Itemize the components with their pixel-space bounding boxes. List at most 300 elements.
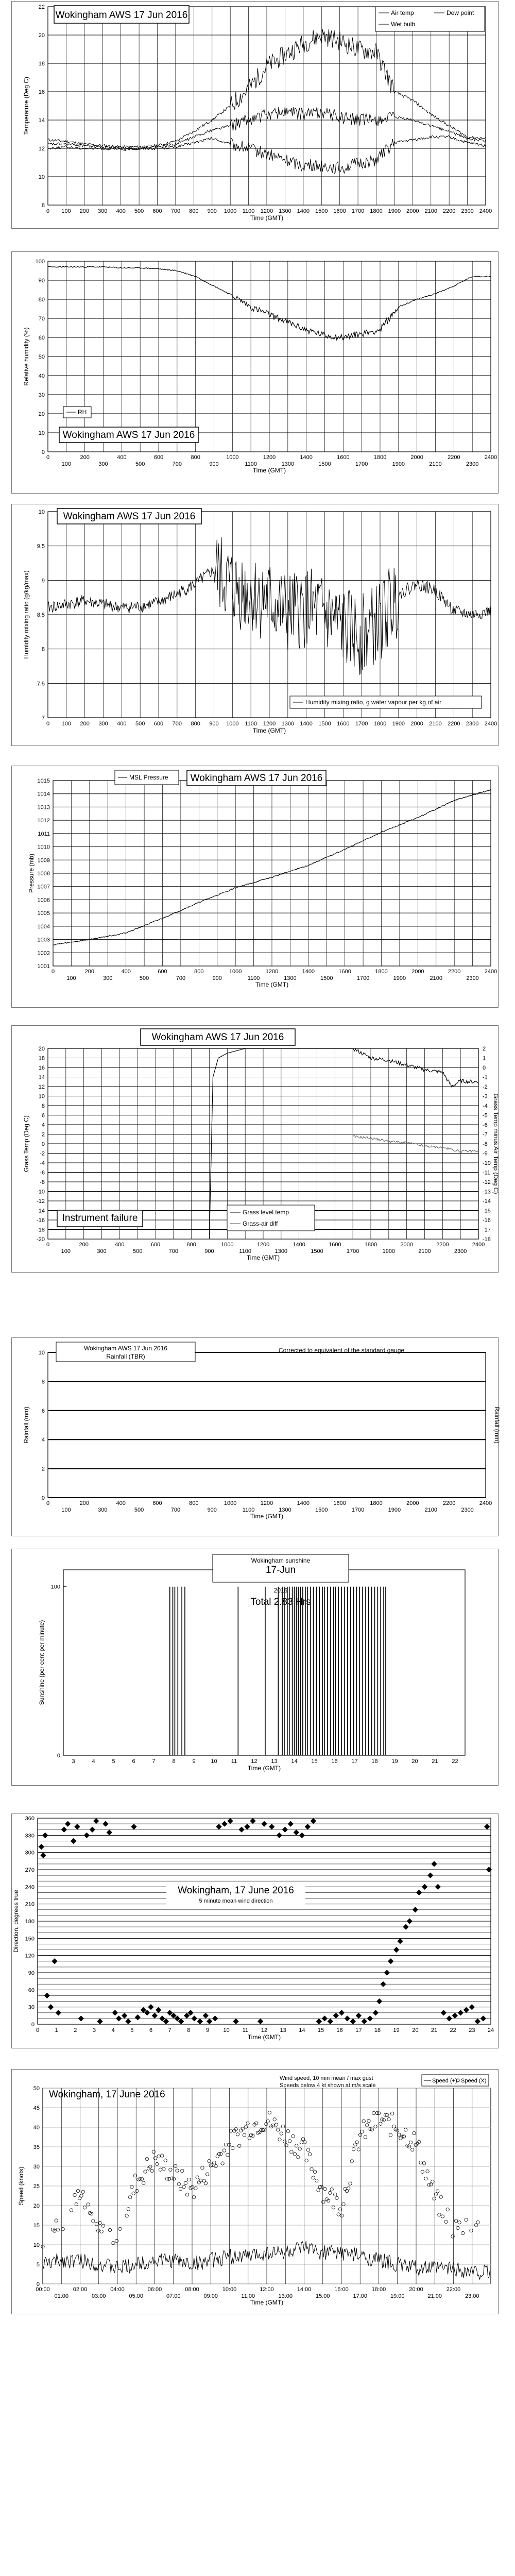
chart-title: Wokingham AWS 17 Jun 2016 [55,10,188,21]
x-tick-label: 0 [46,1500,50,1506]
legend-mixing-ratio: Humidity mixing ratio, g water vapour per kg of air [305,699,442,706]
wind-direction-chart-panel [11,1814,499,2048]
chart-subtitle: Wind speed, 10 min mean / max gust [280,2075,373,2081]
y-tick-label: 0 [36,2281,40,2287]
x-tick-label: 2100 [429,461,442,467]
x-tick-label: 02:00 [73,2286,88,2293]
x-tick-label: 1500 [318,461,331,467]
grass-temp-chart [12,1026,499,1273]
x-axis-label: Time (GMT) [255,981,289,988]
humidity-chart [12,252,499,494]
y-tick-label: 330 [25,1833,35,1839]
y-tick-label: 360 [25,1816,35,1822]
x-tick-label: 1900 [393,975,406,981]
y-axis-label: Rainfall (mm) [23,1406,30,1444]
y-right-tick-label: -3 [483,1093,488,1100]
x-tick-label: 800 [189,1500,199,1506]
y-tick-label: 8 [41,202,45,209]
y-tick-label: 20 [38,32,45,39]
x-axis-label: Time (GMT) [246,1254,280,1261]
x-tick-label: 600 [152,208,162,214]
legend-msl-pressure: MSL Pressure [129,774,168,781]
y-tick-label: -12 [37,1198,45,1205]
wind-speed-chart [12,2070,499,2315]
x-tick-label: 17 [351,1758,358,1765]
x-tick-label: 22:00 [446,2286,461,2293]
x-tick-label: 1400 [302,969,315,975]
y-tick-label: 20 [38,1046,45,1052]
x-tick-label: 4 [111,2027,115,2033]
x-tick-label: 21:00 [427,2293,442,2299]
y-tick-label: 15 [33,2223,40,2229]
x-tick-label: 300 [103,975,113,981]
x-tick-label: 0 [46,454,50,461]
y-tick-label: 20 [38,411,45,417]
x-tick-label: 1000 [229,969,242,975]
x-tick-label: 1800 [375,969,388,975]
y-right-tick-label: -15 [483,1208,491,1214]
x-tick-label: 400 [117,721,127,727]
x-tick-label: 200 [79,1242,89,1248]
rainfall-chart [12,1338,499,1537]
x-tick-label: 11:00 [241,2293,255,2299]
y-axis-label: Grass Temp (Deg C) [23,1115,30,1172]
y-tick-label: 60 [28,1987,35,1994]
x-tick-label: 1500 [318,721,331,727]
x-tick-label: 0 [46,208,50,214]
x-tick-label: 1200 [263,454,276,461]
y-tick-label: 20 [33,2203,40,2209]
y-tick-label: 1003 [37,937,50,943]
y-tick-label: 270 [25,1867,35,1873]
y-tick-label: -20 [37,1236,45,1243]
x-tick-label: 900 [209,721,219,727]
x-tick-label: 2400 [472,1242,485,1248]
y-tick-label: 1015 [37,778,50,784]
y-right-tick-label: -8 [483,1141,488,1147]
x-tick-label: 1800 [370,208,383,214]
x-tick-label: 1300 [281,721,295,727]
x-tick-label: 14 [291,1758,298,1765]
y-tick-label: 6 [41,1112,45,1119]
x-tick-label: 2 [74,2027,77,2033]
y-tick-label: 240 [25,1884,35,1891]
x-tick-label: 2400 [479,208,492,214]
x-tick-label: 1300 [274,1248,288,1255]
x-tick-label: 1700 [346,1248,359,1255]
x-tick-label: 400 [117,454,127,461]
x-tick-label: 1400 [293,1242,305,1248]
x-tick-label: 100 [61,1248,71,1255]
y-tick-label: 50 [33,2086,40,2092]
x-tick-label: 12:00 [260,2286,274,2293]
y-tick-label: 210 [25,1901,35,1908]
x-tick-label: 2400 [484,969,497,975]
chart-title: Wokingham, 17 June 2016 [49,2089,165,2100]
x-tick-label: 1800 [364,1242,377,1248]
x-tick-label: 2000 [410,454,423,461]
x-tick-label: 9 [192,1758,196,1765]
x-tick-label: 1400 [297,1500,310,1506]
y-tick-label: -2 [40,1150,45,1157]
x-tick-label: 700 [170,1507,181,1513]
x-tick-label: 6 [132,1758,135,1765]
y-tick-label: 1010 [37,844,50,851]
y-tick-label: 1013 [37,804,50,811]
x-tick-label: 03:00 [91,2293,106,2299]
y-tick-label: 1005 [37,910,50,917]
x-tick-label: 23:00 [465,2293,479,2299]
x-tick-label: 300 [98,461,108,467]
x-tick-label: 100 [61,461,72,467]
legend-speed-plus: Speed (+) [432,2078,457,2084]
y-tick-label: 14 [38,1074,45,1081]
x-tick-label: 700 [168,1248,179,1255]
y-tick-label: 300 [25,1850,35,1856]
x-tick-label: 400 [116,1500,126,1506]
y-tick-label: 1007 [37,884,50,890]
legend-dew-point: Dew point [447,9,474,16]
x-tick-label: 18:00 [371,2286,386,2293]
x-tick-label: 1700 [355,721,368,727]
x-tick-label: 1600 [329,1242,341,1248]
y-right-tick-label: -2 [483,1084,488,1090]
y-tick-label: 0 [41,1141,45,1147]
y-axis-label: Temperature (Deg C) [23,77,30,135]
x-tick-label: 19:00 [390,2293,405,2299]
y-tick-label: 45 [33,2105,40,2111]
y-right-tick-label: -5 [483,1112,488,1119]
y-tick-label: -10 [37,1189,45,1195]
x-tick-label: 500 [134,208,144,214]
y-tick-label: 30 [33,2164,40,2170]
x-tick-label: 1900 [392,461,405,467]
y-tick-label: 50 [38,354,45,360]
x-tick-label: 800 [191,721,200,727]
x-tick-label: 1100 [245,721,257,727]
y-axis-label: Direction, degrees true [12,1890,20,1953]
x-tick-label: 3 [72,1758,75,1765]
x-tick-label: 1200 [260,1500,273,1506]
x-tick-label: 0 [46,721,50,727]
x-tick-label: 1900 [388,208,401,214]
y-tick-label: 90 [28,1970,35,1976]
x-tick-label: 2200 [448,969,461,975]
x-tick-label: 1000 [224,1500,237,1506]
y-tick-label: 4 [41,1122,45,1128]
x-tick-label: 400 [121,969,131,975]
x-tick-label: 1400 [297,208,310,214]
y-tick-label: 1011 [38,831,50,837]
y-tick-label: 2 [41,1466,45,1472]
x-axis-label: Time (GMT) [250,214,284,222]
y-tick-label: 10 [33,2242,40,2248]
chart-title: Wokingham AWS 17 Jun 2016 [63,511,196,522]
x-tick-label: 1700 [355,461,368,467]
x-tick-label: 1500 [315,1507,328,1513]
x-tick-label: 19 [393,2027,400,2033]
y-tick-label: 1006 [37,897,50,904]
x-tick-label: 2300 [461,1507,474,1513]
x-tick-label: 8 [187,2027,191,2033]
x-tick-label: 300 [98,208,108,214]
y-tick-label: 5 [36,2262,40,2268]
pressure-chart-panel [11,766,499,1008]
x-tick-label: 600 [153,454,164,461]
x-tick-label: 300 [98,721,108,727]
grass-temp-chart-panel [11,1025,499,1273]
y-tick-label: 80 [38,297,45,303]
chart-year: 2016 [273,1587,288,1594]
y-tick-label: 18 [38,61,45,67]
y-tick-label: 1014 [37,791,50,798]
x-tick-label: 800 [186,1242,196,1248]
x-tick-label: 2300 [454,1248,467,1255]
sunshine-total: Total 2.83 Hrs [250,1597,311,1607]
x-tick-label: 10 [211,1758,217,1765]
x-tick-label: 2000 [406,208,419,214]
y-tick-label: 40 [38,373,45,379]
x-tick-label: 2000 [406,1500,419,1506]
x-tick-label: 1400 [300,721,313,727]
x-tick-label: 01:00 [54,2293,69,2299]
y-tick-label: 22 [38,4,45,10]
y-right-tick-label: -6 [483,1122,488,1128]
y-tick-label: 10 [38,430,45,436]
y-tick-label: 1012 [37,818,50,824]
legend-wet-bulb: Wet bulb [391,21,416,28]
legend-speed-x: Speed (X) [461,2078,487,2084]
x-tick-label: 06:00 [147,2286,162,2293]
x-tick-label: 09:00 [203,2293,218,2299]
y-tick-label: 6 [41,1408,45,1414]
chart-date: 17-Jun [265,1565,296,1575]
y-tick-label: 1001 [37,963,50,970]
x-tick-label: 500 [135,721,145,727]
y-tick-label: 35 [33,2144,40,2150]
y-tick-label: 150 [25,1936,35,1942]
x-tick-label: 2100 [424,208,437,214]
plot-area [48,1352,486,1498]
x-tick-label: 4 [92,1758,95,1765]
x-tick-label: 1100 [242,1507,255,1513]
x-tick-label: 1900 [382,1248,396,1255]
y-tick-label: 8 [41,1103,45,1109]
pressure-chart [12,766,499,1008]
y-tick-label: 30 [28,2004,35,2011]
x-tick-label: 5 [130,2027,134,2033]
temperature-chart-panel [11,1,499,229]
x-axis-label: Time (GMT) [252,467,286,474]
y-tick-label: 30 [38,392,45,398]
x-tick-label: 900 [204,1248,214,1255]
y-axis-label: Pressure (mb) [28,853,35,893]
y-tick-label: 2 [41,1131,45,1138]
x-tick-label: 2300 [466,461,479,467]
y-tick-label: 10 [38,1350,45,1356]
y-tick-label: 12 [38,146,45,152]
y-axis-label: Sunshine (per cent per minute) [38,1620,45,1705]
chart-subtitle: 5 minute mean wind direction [199,1898,273,1904]
x-tick-label: 900 [209,461,219,467]
x-tick-label: 900 [212,975,222,981]
x-tick-label: 2400 [479,1500,492,1506]
chart-title: Wokingham AWS 17 Jun 2016 [83,1345,168,1352]
x-tick-label: 500 [134,1507,144,1513]
x-tick-label: 1800 [370,1500,383,1506]
x-tick-label: 2300 [466,975,479,981]
y-tick-label: 70 [38,316,45,322]
x-tick-label: 21 [432,1758,438,1765]
y-tick-label: 0 [31,2022,35,2028]
x-tick-label: 700 [172,721,182,727]
x-tick-label: 1000 [226,454,239,461]
chart-title: Wokingham AWS 17 Jun 2016 [62,430,195,440]
wind-direction-chart [12,1814,499,2049]
y-tick-label: 60 [38,335,45,341]
x-tick-label: 18 [374,2027,381,2033]
x-tick-label: 1300 [279,1507,291,1513]
x-tick-label: 9 [205,2027,210,2033]
x-tick-label: 2300 [461,208,474,214]
x-tick-label: 20:00 [409,2286,423,2293]
y-right-axis-label: Grass Temp minus Air Temp (Deg C) [492,1093,500,1194]
x-tick-label: 1100 [245,461,257,467]
legend-rh: RH [78,409,87,416]
y-tick-label: 12 [38,1084,45,1090]
x-tick-label: 1700 [351,1507,365,1513]
x-tick-label: 2200 [448,454,460,461]
x-tick-label: 2200 [448,721,460,727]
x-tick-label: 1700 [351,208,365,214]
x-tick-label: 1800 [373,721,387,727]
y-tick-label: 8 [41,646,45,653]
y-right-tick-label: -9 [483,1150,488,1157]
y-tick-label: 10 [38,509,45,515]
x-tick-label: 1600 [337,454,350,461]
y-right-tick-label: -4 [483,1103,488,1109]
x-tick-label: 13:00 [278,2293,293,2299]
y-tick-label: 40 [33,2125,40,2131]
humidity-chart-panel [11,251,499,494]
x-tick-label: 13 [271,1758,278,1765]
x-tick-label: 00:00 [36,2286,50,2293]
x-tick-label: 1400 [300,454,313,461]
y-tick-label: 25 [33,2183,40,2190]
x-tick-label: 14 [299,2027,305,2033]
y-tick-label: -14 [37,1208,45,1214]
x-tick-label: 17 [355,2027,362,2033]
x-tick-label: 200 [84,969,95,975]
y-right-tick-label: -17 [483,1227,491,1233]
mixing-ratio-chart [12,504,499,747]
legend-grass-temp: Grass level temp [243,1209,289,1216]
y-tick-label: -6 [40,1170,45,1176]
x-tick-label: 0 [51,969,55,975]
x-tick-label: 04:00 [110,2286,125,2293]
x-tick-label: 1300 [281,461,295,467]
x-tick-label: 500 [135,461,145,467]
x-tick-label: 900 [207,208,217,214]
y-right-tick-label: 1 [483,1055,486,1062]
chart-title: Wokingham AWS 17 Jun 2016 [190,773,323,784]
x-tick-label: 1200 [260,208,273,214]
x-tick-label: 2100 [424,1507,437,1513]
x-tick-label: 200 [79,208,90,214]
x-tick-label: 1600 [333,208,346,214]
x-tick-label: 200 [80,454,90,461]
y-tick-label: 1008 [37,871,50,877]
y-tick-label: 90 [38,278,45,284]
x-tick-label: 1200 [256,1242,270,1248]
chart-subtitle: Rainfall (TBR) [106,1353,145,1360]
x-tick-label: 0 [36,2027,40,2033]
y-tick-label: 10 [38,1093,45,1100]
x-tick-label: 2200 [442,1500,456,1506]
chart-subtitle-2: Speeds below 4 kt shown at m/s scale [280,2082,376,2089]
x-tick-label: 500 [132,1248,143,1255]
x-tick-label: 5 [112,1758,115,1765]
mixing-ratio-chart-panel [11,504,499,746]
x-tick-label: 15 [311,1758,318,1765]
y-axis-label: Humidity mixing ratio (g/kg/max) [23,570,30,659]
x-tick-label: 14:00 [297,2286,312,2293]
y-right-tick-label: 2 [483,1046,486,1052]
chart-title: Wokingham AWS 17 Jun 2016 [151,1032,284,1043]
temperature-chart [12,2,499,229]
y-right-tick-label: 0 [483,1065,486,1071]
x-tick-label: 200 [80,721,90,727]
x-tick-label: 24 [487,2027,494,2033]
y-tick-label: 180 [25,1919,35,1925]
x-tick-label: 08:00 [185,2286,199,2293]
sunshine-chart-panel [11,1549,499,1786]
wind-speed-chart-panel [11,2069,499,2314]
x-tick-label: 1 [55,2027,58,2033]
x-tick-label: 600 [152,1500,162,1506]
x-tick-label: 12 [261,2027,268,2033]
x-tick-label: 7 [152,1758,156,1765]
x-tick-label: 1500 [311,1248,323,1255]
x-tick-label: 22 [452,1758,458,1765]
x-tick-label: 100 [61,208,71,214]
x-tick-label: 800 [189,208,199,214]
x-tick-label: 13 [280,2027,286,2033]
y-tick-label: 9.5 [37,543,45,550]
x-tick-label: 18 [371,1758,378,1765]
x-tick-label: 200 [79,1500,90,1506]
y-tick-label: 100 [35,259,45,265]
x-tick-label: 100 [61,721,72,727]
x-tick-label: 1500 [315,208,328,214]
x-tick-label: 1600 [337,721,350,727]
x-tick-label: 300 [98,1507,108,1513]
y-tick-label: 18 [38,1055,45,1062]
x-tick-label: 16:00 [334,2286,349,2293]
x-tick-label: 1100 [242,208,255,214]
x-tick-label: 10:00 [222,2286,237,2293]
y-tick-label: 1004 [37,923,50,930]
y-tick-label: 8 [41,1379,45,1385]
y-right-tick-label: -10 [483,1160,491,1166]
x-axis-label: Time (GMT) [252,727,286,734]
x-tick-label: 2400 [484,721,497,727]
y-tick-label: 0 [57,1753,60,1759]
x-tick-label: 700 [170,208,181,214]
x-tick-label: 17:00 [353,2293,368,2299]
y-tick-label: -4 [40,1160,45,1166]
x-tick-label: 1700 [356,975,370,981]
